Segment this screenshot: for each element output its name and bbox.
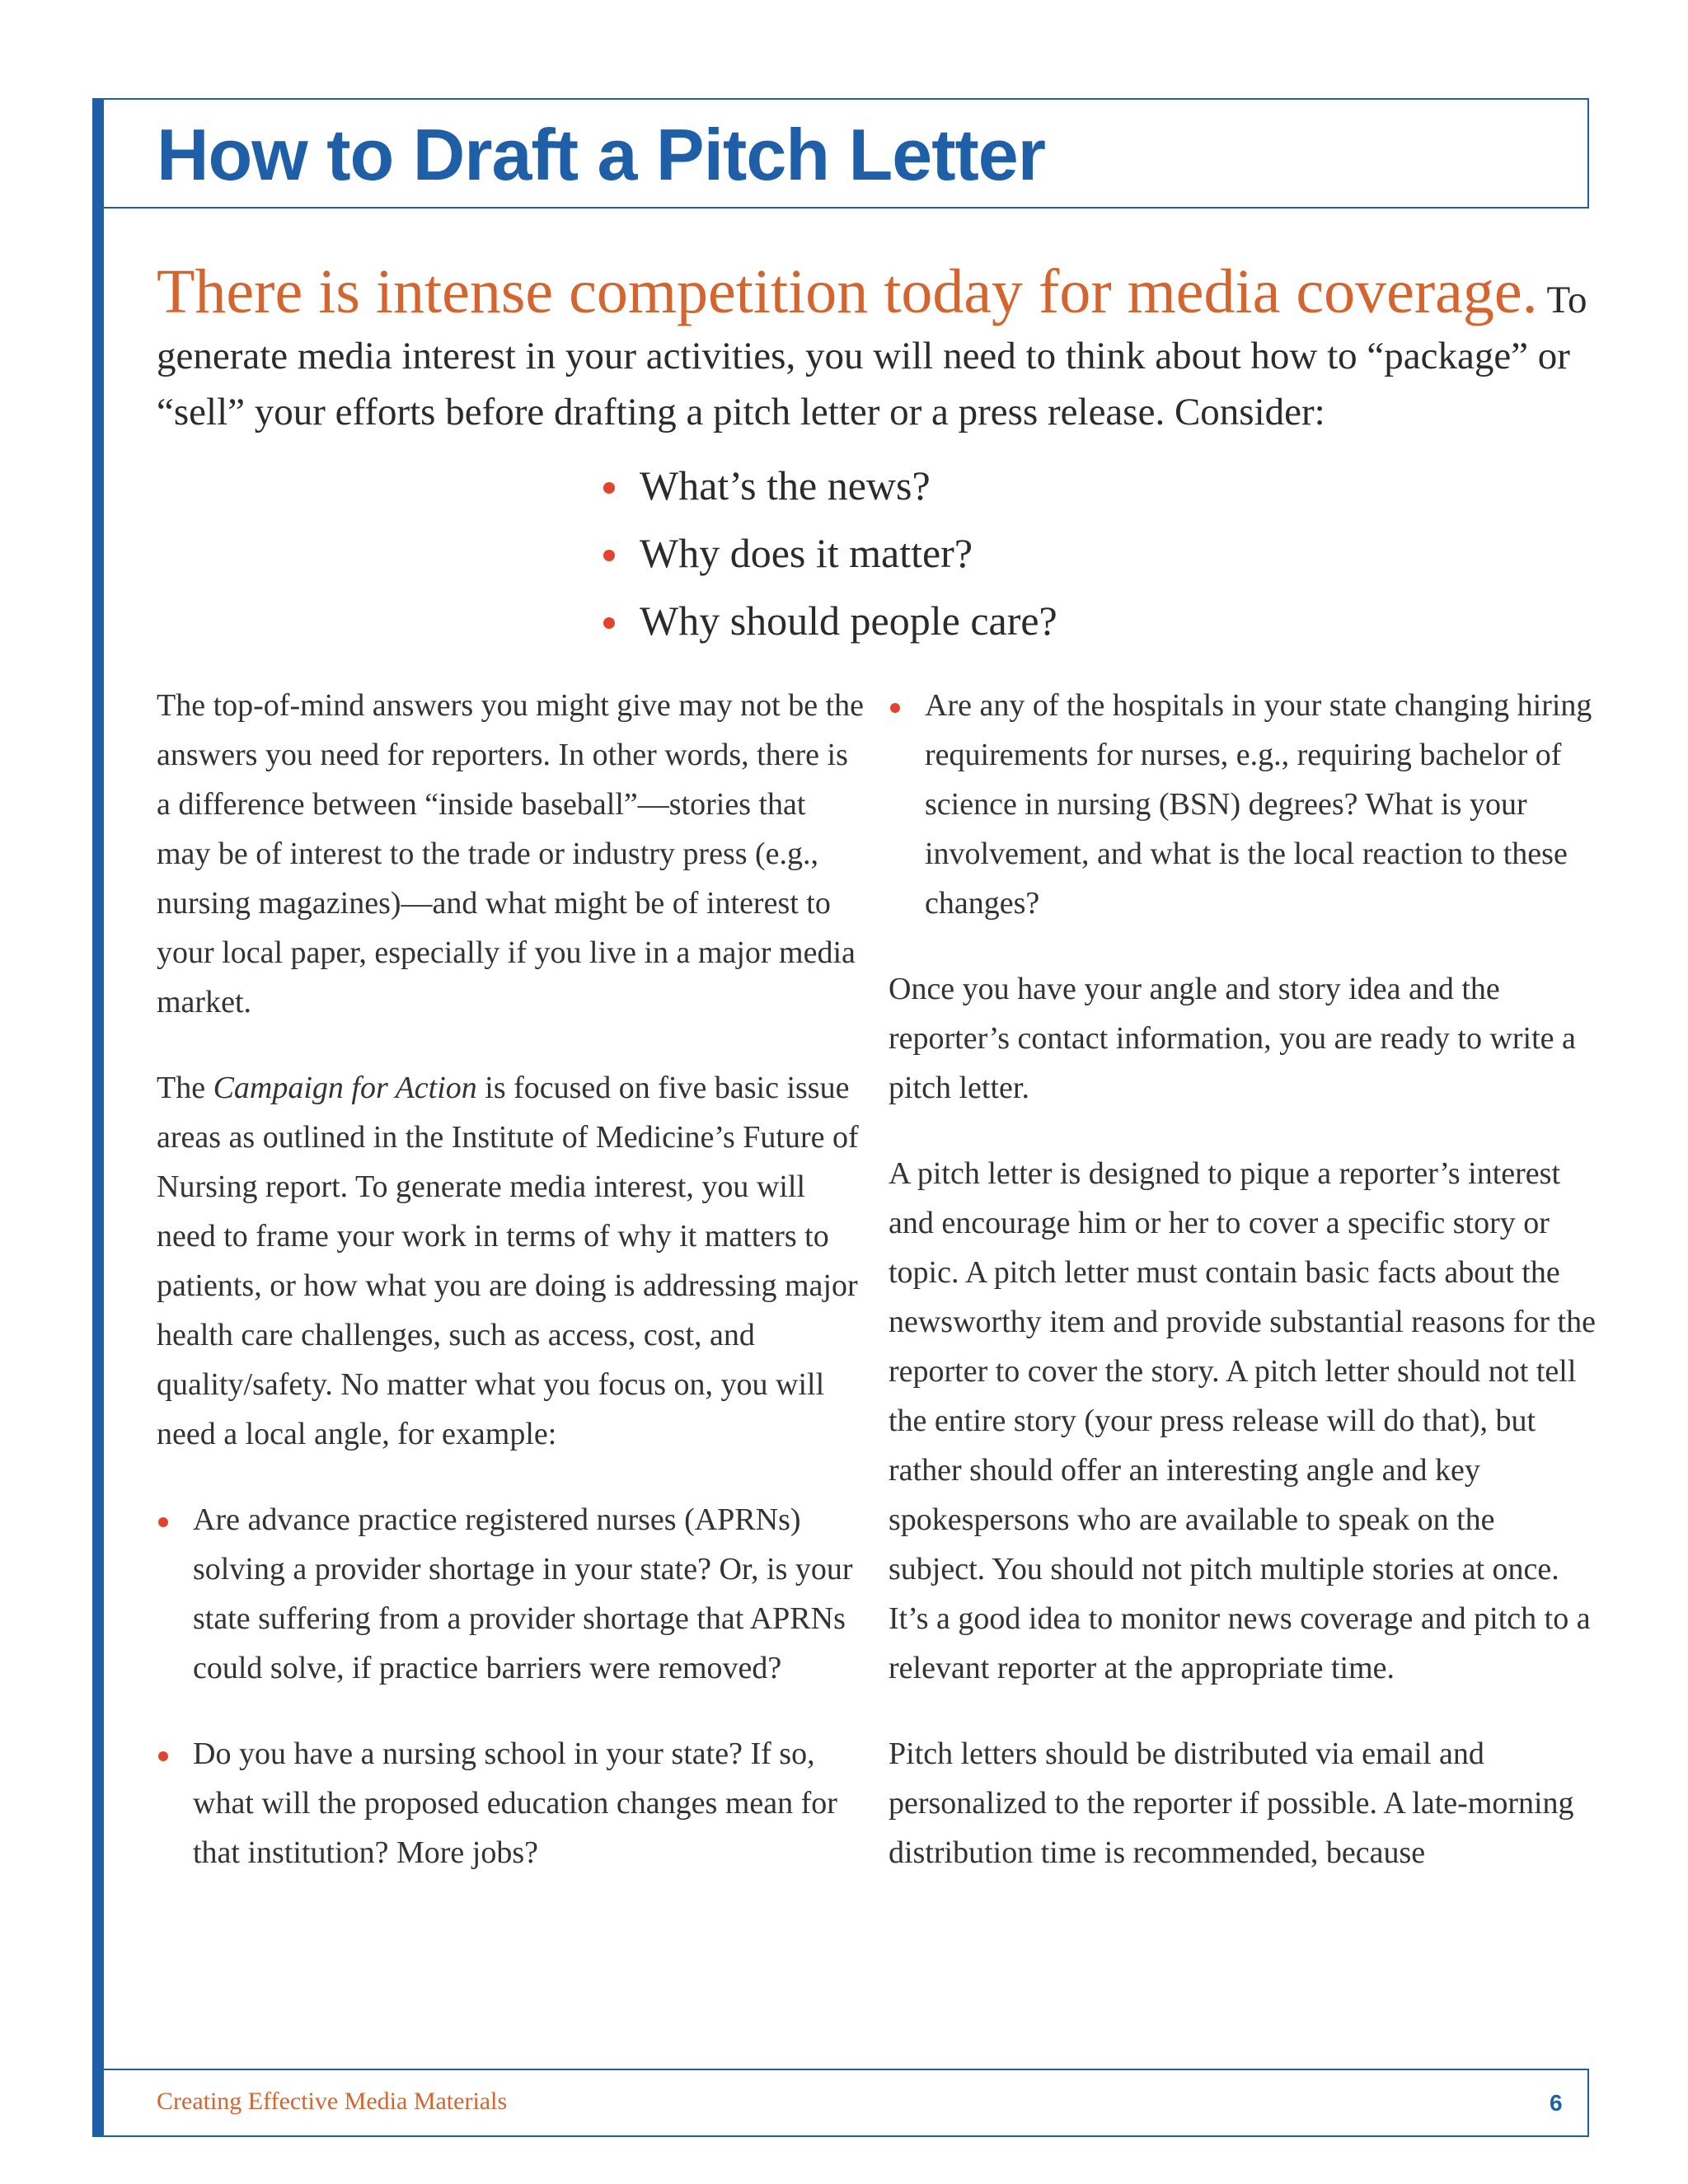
campaign-name: Campaign for Action [213,1071,477,1105]
left-paragraph-1: The top-of-mind answers you might give may not be the answers you need for reporters. In other words, there is a difference between “inside baseball”—stories that may be of interest to the trade or industry press (e.g., nursing magazines)—and what might be of interest to your local paper, especially if you live in a major media market. [157,688,864,1019]
page-number: 6 [1550,2090,1563,2116]
consider-item: Why does it matter? [593,519,1057,587]
right-example-list [889,681,1599,928]
page-title: How to Draft a Pitch Letter [157,114,1045,195]
list-item: Are any of the hospitals in your state changing hiring requirements for nurses, e.g., requiring bachelor of science in nursing (BSN) degrees? What is your involvement, and what is the local reaction to these changes? [889,681,1599,928]
consider-list [593,452,1057,654]
left-accent-bar [92,98,104,2137]
consider-item: What’s the news? [593,452,1057,519]
right-column [889,681,1599,1914]
footer-title: Creating Effective Media Materials [157,2088,508,2115]
list-item: Are advance practice registered nurses (APRNs) solving a provider shortage in your state? Or, is your state suffering from a provider shortage that APRNs could solve, if practice barriers were removed? [157,1495,865,1693]
left-paragraph-2-rest: is focused on five basic issue areas as outlined in the Institute of Medicine’s Future of Nursing report. To generate media interest, you will need to frame your work in terms of why it matters to patients, or how what you are doing is addressing major health care challenges, such as access, cost, and quality/safety. No matter what you focus on, you will need a local angle, for example: [157,1071,859,1451]
right-paragraph-2: A pitch letter is designed to pique a reporter’s interest and encourage him or her to cover a specific story or topic. A pitch letter must contain basic facts about the newsworthy item and provide substantial reasons for the reporter to cover the story. A pitch letter should not tell the entire story (your press release will do that), but rather should offer an interesting angle and key spokespersons who are available to speak on the subject. You should not pitch multiple stories at once. It’s a good idea to monitor news coverage and pitch to a relevant reporter at the appropriate time. [889,1156,1596,1685]
intro-paragraph [157,257,1591,440]
right-paragraph-3: Pitch letters should be distributed via email and personalized to the reporter if possible. A late-morning distribution time is recommended, because [889,1736,1574,1870]
left-paragraph-2-start: The [157,1071,213,1105]
intro-lead: There is intense competition today for media coverage. [157,257,1538,326]
right-paragraph-1: Once you have your angle and story idea and the reporter’s contact information, you are ready to write a pitch letter. [889,972,1576,1105]
list-item: Do you have a nursing school in your state? If so, what will the proposed education changes mean for that institution? More jobs? [157,1729,865,1877]
left-column [157,681,865,1914]
left-example-list [157,1495,865,1877]
consider-item: Why should people care? [593,587,1057,654]
intro-text: To generate media interest in your activities, you will need to think about how to “package” or “sell” your efforts before drafting a pitch letter or a press release. Consider: [157,279,1587,434]
left-paragraph-2 [157,1063,865,1459]
